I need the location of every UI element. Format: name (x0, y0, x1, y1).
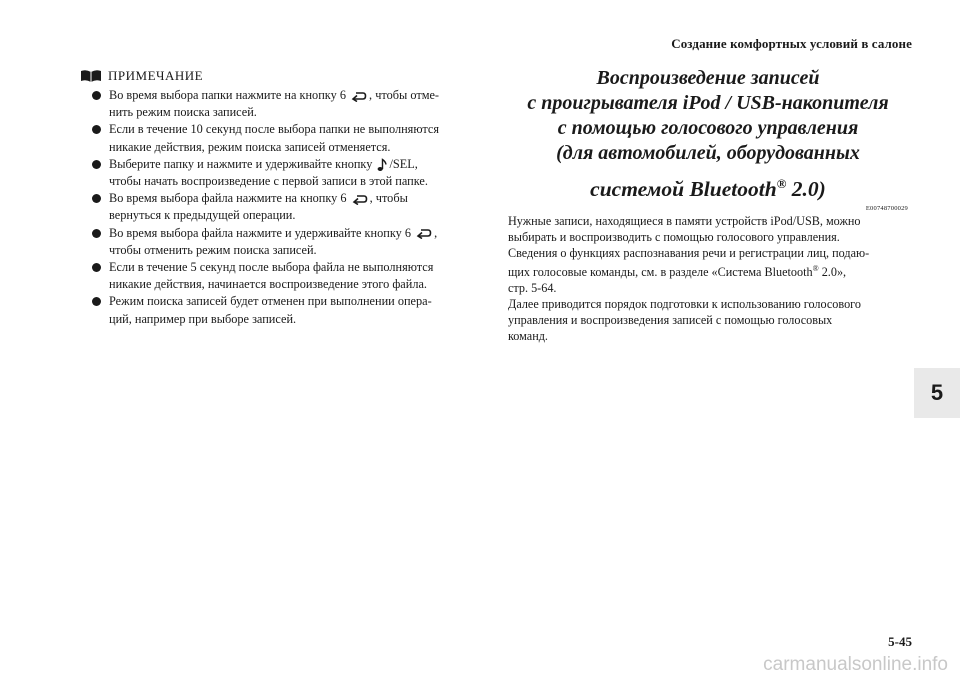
note-text: чтобы начать воспроизведение с первой записи в этой папке. (109, 174, 428, 189)
page-number: 5-45 (888, 634, 912, 649)
note-pen-icon (80, 68, 102, 84)
note-text: никакие действия, режим поиска записей отменяется. (109, 139, 391, 154)
note-text: ций, например при выборе записей. (109, 311, 297, 326)
bullet-icon (92, 229, 101, 238)
back-arrow-icon (351, 91, 367, 102)
section-title-line: с помощью голосового управления (557, 117, 859, 139)
bullet-icon (92, 91, 101, 100)
note-text: , чтобы (369, 191, 408, 206)
registered-mark: ® (812, 264, 819, 274)
note-text: , (434, 225, 438, 240)
back-arrow-icon (352, 194, 368, 205)
section-title-line: Воспроизведение записей (596, 67, 820, 89)
note-text: Во время выбора файла нажмите на кнопку 6 (109, 191, 347, 206)
note-text: , чтобы отме- (369, 88, 440, 102)
chapter-tab: 5 (914, 368, 960, 418)
paragraph: Нужные записи, находящиеся в памяти устройств iPod/USB, можно выбирать и воспроизводить с помощью голосового управления. (508, 214, 861, 245)
note-text: Во время выбора папки нажмите на кнопку 6 (109, 88, 346, 102)
bullet-icon (92, 194, 101, 203)
paragraph: Сведения о функциях распознавания речи и регистрации лиц, подаю- щих голосовые команды, см. в разделе «Система Bluetooth® 2.0», стр. 5-64. (508, 246, 870, 296)
section-title-line: системой Bluetooth® 2.0) (590, 176, 826, 202)
section-title (508, 66, 908, 202)
note-text: Если в течение 10 секунд после выбора папки не выполняются (109, 122, 439, 137)
note-text: никакие действия, начинается воспроизведение этого файла. (109, 277, 427, 292)
note-heading (80, 68, 470, 84)
section-header: Создание комфортных условий в салоне (671, 36, 912, 51)
watermark: carmanualsonline.info (763, 654, 948, 675)
note-text: нить режим поиска записей. (109, 105, 257, 120)
note-text: Если в течение 5 секунд после выбора файла не выполняются (109, 260, 434, 275)
note-item (80, 87, 470, 121)
bullet-icon (92, 263, 101, 272)
note-item (80, 121, 470, 155)
note-item (80, 225, 470, 259)
note-text: чтобы отменить режим поиска записей. (109, 242, 317, 257)
music-note-icon (377, 158, 387, 172)
section-code: E00748700029 (865, 205, 908, 213)
note-item (80, 156, 470, 190)
note-item (80, 259, 470, 293)
note-text: Во время выбора файла нажмите и удерживайте кнопку 6 (109, 225, 411, 240)
note-block (80, 68, 470, 328)
paragraph: Далее приводится порядок подготовки к использованию голосового управления и воспроизведения записей с помощью голосовых команд. (508, 297, 861, 344)
registered-mark: ® (776, 176, 787, 191)
section-body (508, 213, 908, 344)
section-block (508, 66, 908, 344)
note-heading-text: ПРИМЕЧАНИЕ (108, 68, 204, 83)
note-item (80, 190, 470, 224)
note-text: Режим поиска записей будет отменен при выполнении опера- (109, 294, 432, 309)
back-arrow-icon (416, 228, 432, 239)
bullet-icon (92, 297, 101, 306)
note-text: Выберите папку и нажмите и удерживайте кнопку (109, 156, 373, 171)
note-list (80, 87, 470, 328)
page-reference: стр. 5-64. (508, 281, 557, 296)
section-title-line: (для автомобилей, оборудованных (556, 142, 860, 164)
bullet-icon (92, 125, 101, 134)
bullet-icon (92, 160, 101, 169)
note-text: вернуться к предыдущей операции. (109, 208, 296, 223)
note-item (80, 293, 470, 327)
section-title-line: с проигрывателя iPod / USB-накопителя (527, 92, 889, 114)
note-text: /SEL, (389, 156, 418, 171)
